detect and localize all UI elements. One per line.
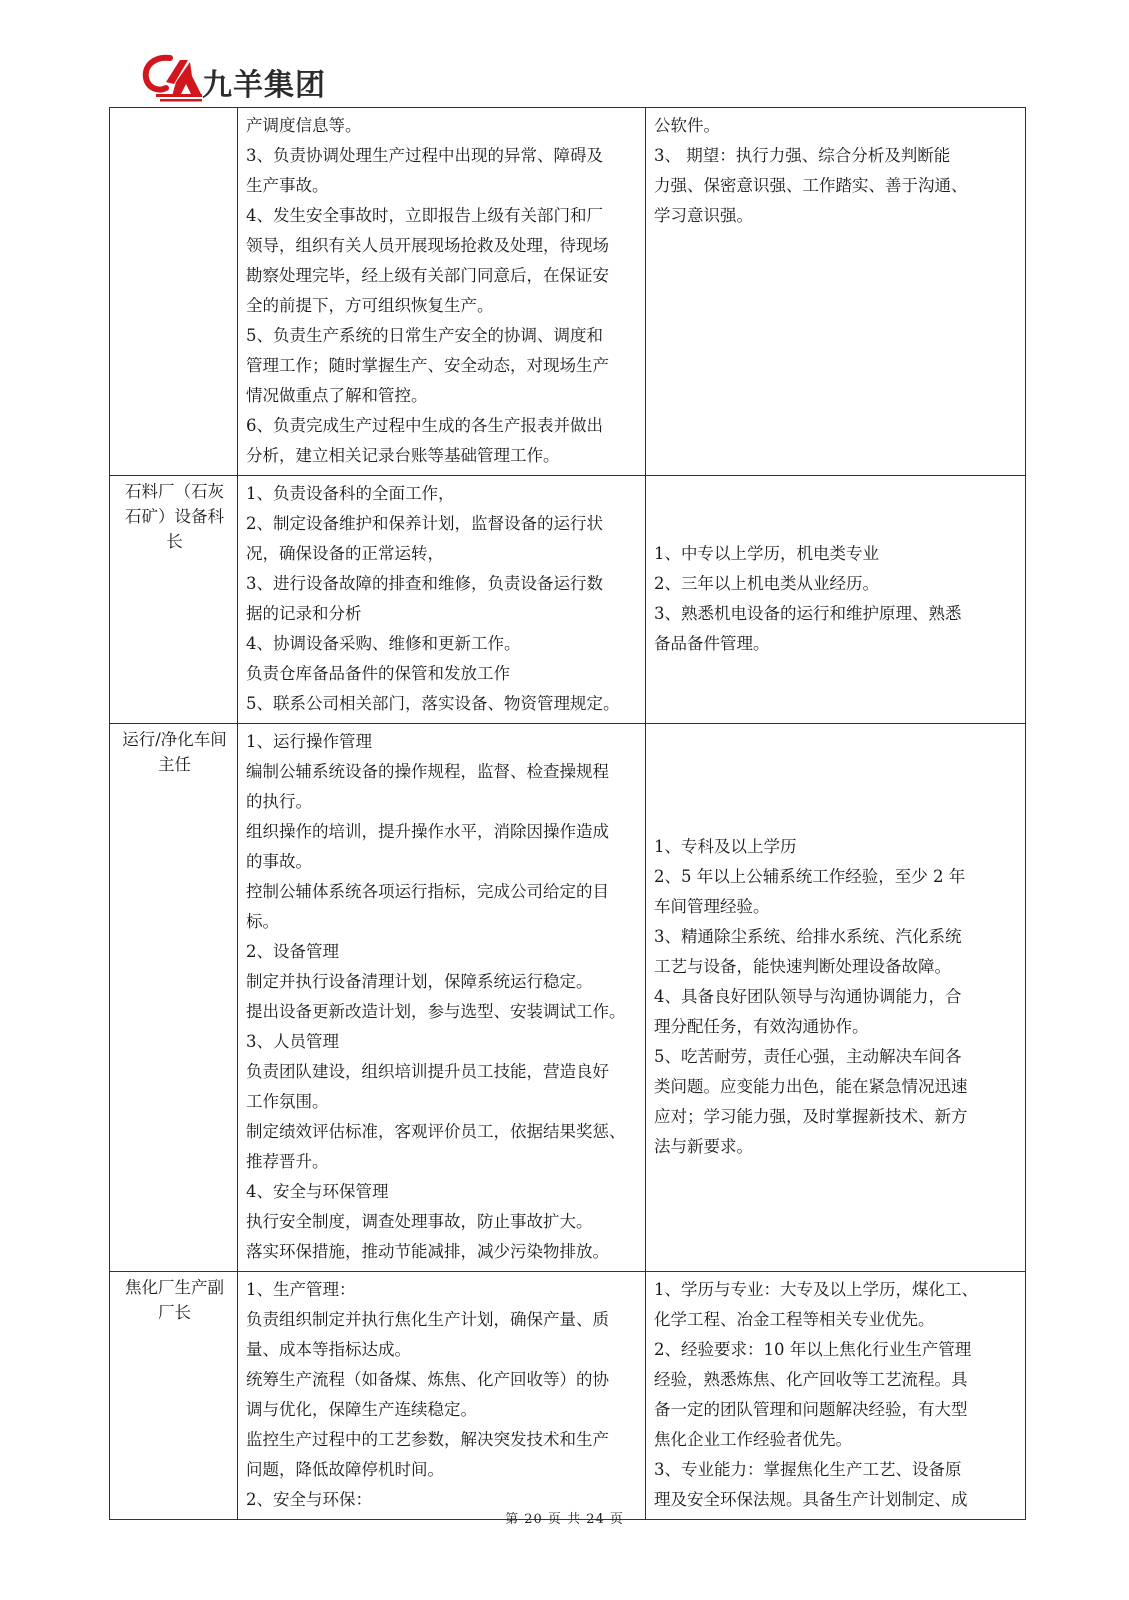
- duty-line: 生产事故。: [246, 176, 329, 195]
- requirement-line: 1、专科及以上学历: [654, 837, 797, 856]
- duty-line: 1、负责设备科的全面工作，: [246, 484, 455, 503]
- duty-line: 管理工作；随时掌握生产、安全动态，对现场生产: [246, 356, 609, 375]
- requirement-line: 焦化企业工作经验者优先。: [654, 1430, 852, 1449]
- duty-line: 负责团队建设，组织培训提升员工技能，营造良好: [246, 1062, 609, 1081]
- duty-line: 分析，建立相关记录台账等基础管理工作。: [246, 446, 560, 465]
- duty-line: 情况做重点了解和管控。: [246, 386, 428, 405]
- requirement-line: 车间管理经验。: [654, 897, 770, 916]
- duty-line: 据的记录和分析: [246, 604, 362, 623]
- requirement-line: 备品备件管理。: [654, 634, 770, 653]
- duty-line: 2、制定设备维护和保养计划，监督设备的运行状: [246, 514, 603, 533]
- job-table: [109, 107, 1026, 1520]
- duty-line: 的执行。: [246, 792, 312, 811]
- duty-line: 3、人员管理: [246, 1032, 339, 1051]
- requirement-line: 理及安全环保法规。具备生产计划制定、成: [654, 1490, 968, 1509]
- duty-line: 组织操作的培训，提升操作水平，消除因操作造成: [246, 822, 609, 841]
- duty-line: 4、发生安全事故时，立即报告上级有关部门和厂: [246, 206, 603, 225]
- duty-line: 4、安全与环保管理: [246, 1182, 389, 1201]
- duty-line: 控制公辅体系统各项运行指标，完成公司给定的目: [246, 882, 609, 901]
- requirement-line: 3、 期望：执行力强、综合分析及判断能: [654, 146, 951, 165]
- duty-line: 制定绩效评估标准，客观评价员工，依据结果奖惩、: [246, 1122, 626, 1141]
- duty-line: 2、安全与环保：: [246, 1490, 372, 1509]
- requirement-line: 2、5 年以上公辅系统工作经验，至少 2 年: [654, 867, 966, 886]
- company-name: 九羊集团: [202, 68, 326, 103]
- table-row: [110, 724, 1026, 1272]
- duty-line: 统筹生产流程（如备煤、炼焦、化产回收等）的协: [246, 1370, 609, 1389]
- duty-line: 5、联系公司相关部门，落实设备、物资管理规定。: [246, 694, 620, 713]
- duty-line: 标。: [246, 912, 279, 931]
- duty-cell: [238, 724, 646, 1272]
- requirement-line: 经验，熟悉炼焦、化产回收等工艺流程。具: [654, 1370, 968, 1389]
- duty-line: 3、负责协调处理生产过程中出现的异常、障碍及: [246, 146, 603, 165]
- requirement-line: 应对；学习能力强，及时掌握新技术、新方: [654, 1107, 968, 1126]
- page-number: 第 20 页 共 24 页: [505, 1512, 624, 1527]
- duty-line: 执行安全制度，调查处理事故，防止事故扩大。: [246, 1212, 593, 1231]
- table-row: [110, 108, 1026, 476]
- requirement-cell: [646, 476, 1026, 724]
- requirement-line: 备一定的团队管理和问题解决经验，有大型: [654, 1400, 968, 1419]
- duty-line: 勘察处理完毕，经上级有关部门同意后，在保证安: [246, 266, 609, 285]
- duty-line: 提出设备更新改造计划，参与选型、安装调试工作。: [246, 1002, 626, 1021]
- post-title-cell: [110, 108, 238, 476]
- requirement-line: 3、专业能力：掌握焦化生产工艺、设备原: [654, 1460, 962, 1479]
- duty-line: 1、运行操作管理: [246, 732, 372, 751]
- duty-line: 全的前提下，方可组织恢复生产。: [246, 296, 494, 315]
- duty-line: 工作氛围。: [246, 1092, 329, 1111]
- requirement-line: 理分配任务，有效沟通协作。: [654, 1017, 869, 1036]
- duty-line: 问题，降低故障停机时间。: [246, 1460, 444, 1479]
- requirement-line: 4、具备良好团队领导与沟通协调能力，合: [654, 987, 962, 1006]
- requirement-line: 公软件。: [654, 116, 720, 135]
- requirement-line: 法与新要求。: [654, 1137, 753, 1156]
- duty-line: 况，确保设备的正常运转，: [246, 544, 444, 563]
- requirement-line: 1、中专以上学历，机电类专业: [654, 544, 879, 563]
- requirement-line: 1、学历与专业：大专及以上学历，煤化工、: [654, 1280, 978, 1299]
- duty-line: 编制公辅系统设备的操作规程，监督、检查操规程: [246, 762, 609, 781]
- requirement-line: 力强、保密意识强、工作踏实、善于沟通、: [654, 176, 968, 195]
- duty-line: 的事故。: [246, 852, 312, 871]
- duty-cell: [238, 476, 646, 724]
- company-logo-icon: [140, 52, 204, 106]
- duty-line: 产调度信息等。: [246, 116, 362, 135]
- duty-line: 3、进行设备故障的排查和维修，负责设备运行数: [246, 574, 603, 593]
- requirement-line: 类问题。应变能力出色，能在紧急情况迅速: [654, 1077, 968, 1096]
- duty-line: 6、负责完成生产过程中生成的各生产报表并做出: [246, 416, 603, 435]
- requirement-line: 3、精通除尘系统、给排水系统、汽化系统: [654, 927, 962, 946]
- requirement-line: 工艺与设备，能快速判断处理设备故障。: [654, 957, 951, 976]
- requirement-line: 2、经验要求：10 年以上焦化行业生产管理: [654, 1340, 972, 1359]
- duty-line: 制定并执行设备清理计划，保障系统运行稳定。: [246, 972, 593, 991]
- requirement-line: 化学工程、冶金工程等相关专业优先。: [654, 1310, 935, 1329]
- table-row: [110, 476, 1026, 724]
- duty-line: 负责仓库备品备件的保管和发放工作: [246, 664, 510, 683]
- duty-line: 推荐晋升。: [246, 1152, 329, 1171]
- duty-line: 2、设备管理: [246, 942, 339, 961]
- post-title-cell: 石料厂（石灰石矿）设备科长: [110, 476, 238, 724]
- duty-line: 负责组织制定并执行焦化生产计划，确保产量、质: [246, 1310, 609, 1329]
- requirement-cell: [646, 724, 1026, 1272]
- duty-cell: [238, 108, 646, 476]
- table-row: [110, 1272, 1026, 1520]
- duty-line: 5、负责生产系统的日常生产安全的协调、调度和: [246, 326, 603, 345]
- duty-line: 落实环保措施，推动节能减排，减少污染物排放。: [246, 1242, 609, 1261]
- requirement-cell: [646, 1272, 1026, 1520]
- requirement-line: 3、熟悉机电设备的运行和维护原理、熟悉: [654, 604, 962, 623]
- duty-line: 4、协调设备采购、维修和更新工作。: [246, 634, 521, 653]
- requirement-line: 5、吃苦耐劳，责任心强，主动解决车间各: [654, 1047, 962, 1066]
- post-title-cell: 焦化厂生产副厂长: [110, 1272, 238, 1520]
- requirement-line: 2、三年以上机电类从业经历。: [654, 574, 879, 593]
- post-title-cell: 运行/净化车间主任: [110, 724, 238, 1272]
- duty-line: 调与优化，保障生产连续稳定。: [246, 1400, 477, 1419]
- requirement-line: 学习意识强。: [654, 206, 753, 225]
- duty-line: 领导，组织有关人员开展现场抢救及处理，待现场: [246, 236, 609, 255]
- requirement-cell: [646, 108, 1026, 476]
- duty-line: 监控生产过程中的工艺参数，解决突发技术和生产: [246, 1430, 609, 1449]
- duty-cell: [238, 1272, 646, 1520]
- duty-line: 1、生产管理：: [246, 1280, 356, 1299]
- duty-line: 量、成本等指标达成。: [246, 1340, 411, 1359]
